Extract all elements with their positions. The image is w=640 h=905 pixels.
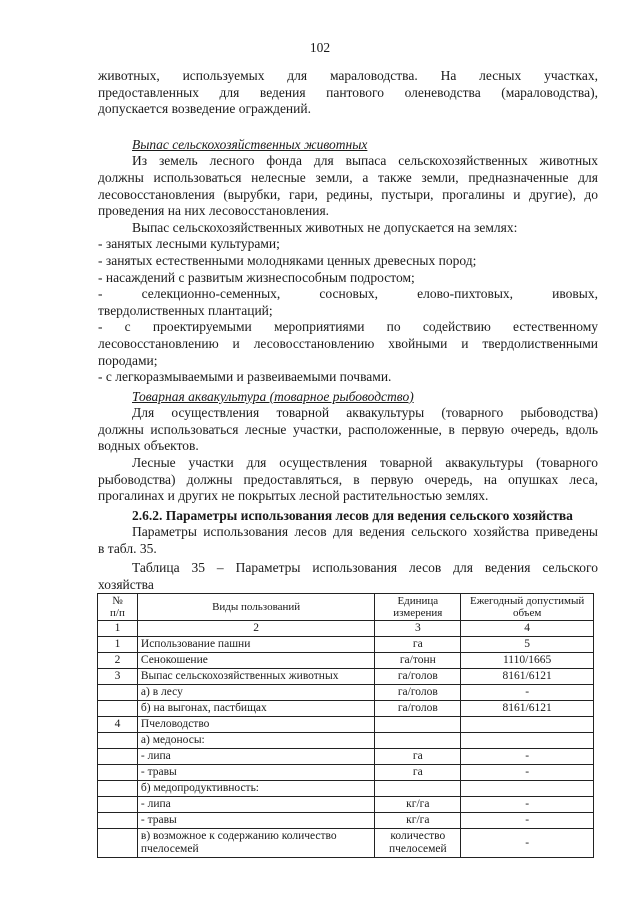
paragraph-line: Для осуществления товарной аквакультуры (товарного рыбоводства)	[132, 405, 598, 421]
cell-vol: -	[461, 797, 594, 813]
cell-unit: га/голов	[375, 685, 461, 701]
cell-vol	[461, 781, 594, 797]
cell-vol: 5	[461, 637, 594, 653]
list-item: - с проектируемыми мероприятиями по содействию естественному	[98, 319, 598, 335]
table-caption	[98, 560, 598, 593]
cell-vol	[461, 733, 594, 749]
cell-kind: а) в лесу	[137, 685, 374, 701]
table-column-numbers: 1 2 3 4	[98, 621, 594, 637]
list-item: - селекционно-семенных, сосновых, елово-пихтовых, ивовых,	[98, 286, 598, 302]
cell-num: 1	[98, 637, 138, 653]
table-row	[98, 637, 594, 653]
paragraph-line: рыбоводства) должны предоставляться, в первую очередь, на опушках леса,	[98, 471, 598, 487]
usage-parameters-table	[97, 593, 594, 858]
table-body	[98, 637, 594, 829]
cell-unit: кг/га	[375, 797, 461, 813]
cell-kind: а) медоносы:	[137, 733, 374, 749]
list-item: - насаждений с развитым жизнеспособным подростом;	[98, 269, 415, 285]
header-kind: Виды пользований	[137, 594, 374, 621]
cell-vol: -	[461, 685, 594, 701]
table-row	[98, 685, 594, 701]
table-row	[98, 749, 594, 765]
paragraph-line: в табл. 35.	[98, 541, 157, 557]
cell-vol: -	[461, 749, 594, 765]
list-item: лесовосстановлению и лесовосстановлению хвойными и твердолиственными	[98, 335, 598, 351]
list-item: - с легкоразмываемыми и развеиваемыми почвами.	[98, 369, 392, 385]
section-heading: 2.6.2. Параметры использования лесов для ведения сельского хозяйства	[132, 507, 573, 523]
cell-num	[98, 781, 138, 797]
cell-vol: -	[461, 765, 594, 781]
cell-kind: Использование пашни	[137, 637, 374, 653]
cell-kind: - липа	[137, 749, 374, 765]
cell-vol: 8161/6121	[461, 701, 594, 717]
cell-unit	[375, 717, 461, 733]
list-item: твердолиственных плантаций;	[98, 302, 273, 318]
paragraph-line: животных, используемых для мараловодства. На лесных участках,	[98, 68, 598, 83]
cell-unit: га/голов	[375, 701, 461, 717]
cell-num	[98, 813, 138, 829]
caption-line: Таблица 35 – Параметры использования лесов для ведения сельского	[132, 560, 598, 575]
cell-unit: кг/га	[375, 813, 461, 829]
cell-num	[98, 765, 138, 781]
body-text	[98, 68, 598, 558]
paragraph-line: проведения на них лесовосстановления.	[98, 203, 330, 219]
cell-unit: га/голов	[375, 669, 461, 685]
list-item: породами;	[98, 352, 158, 368]
cell-kind: Сенокошение	[137, 653, 374, 669]
cell-kind: б) на выгонах, пастбищах	[137, 701, 374, 717]
cell-num	[98, 749, 138, 765]
cell-num: 3	[98, 669, 138, 685]
table-row	[98, 765, 594, 781]
cell-kind: б) медопродуктивность:	[137, 781, 374, 797]
caption-line: хозяйства	[98, 576, 154, 592]
cell-unit: га	[375, 765, 461, 781]
cell-num	[98, 685, 138, 701]
table-row	[98, 717, 594, 733]
cell-unit: га/тонн	[375, 653, 461, 669]
paragraph-line: Лесные участки для осуществления товарной аквакультуры (товарного	[132, 455, 598, 471]
grazing-heading: Выпас сельскохозяйственных животных	[132, 136, 368, 152]
table-row	[98, 781, 594, 797]
page-number: 102	[309, 40, 331, 55]
table-row	[98, 733, 594, 749]
cell-unit: га	[375, 749, 461, 765]
cell-kind: - липа	[137, 797, 374, 813]
cell-num: 2	[98, 653, 138, 669]
table-row	[98, 797, 594, 813]
paragraph-line: допускается возведение ограждений.	[98, 101, 311, 117]
paragraph-line: прогалинах и других не покрытых лесной растительностью землях.	[98, 488, 489, 504]
paragraph-line: Из земель лесного фонда для выпаса сельскохозяйственных животных	[132, 153, 598, 169]
cell-kind: Пчеловодство	[137, 717, 374, 733]
table-header-row	[98, 594, 594, 621]
paragraph-line: предоставленных для ведения пантового оленеводства (мараловодства),	[98, 84, 598, 100]
paragraph-line: водных объектов.	[98, 438, 199, 454]
table-row: в) возможное к содержанию количество пчелосемей количество пчелосемей -	[98, 829, 594, 858]
list-item: - занятых естественными молодняками ценных древесных пород;	[98, 252, 477, 268]
cell-num: 4	[98, 717, 138, 733]
restriction-intro: Выпас сельскохозяйственных животных не допускается на землях:	[132, 219, 518, 235]
cell-unit: га	[375, 637, 461, 653]
aquaculture-heading: Товарная аквакультура (товарное рыбоводство)	[132, 388, 414, 404]
table-row	[98, 701, 594, 717]
header-unit: Единица измерения	[375, 594, 461, 621]
paragraph-line: Параметры использования лесов для ведения сельского хозяйства приведены	[132, 524, 598, 540]
paragraph-line: должны использоваться нелесные земли, а также земли, предназначенные для	[98, 169, 598, 185]
cell-num	[98, 733, 138, 749]
table-row	[98, 813, 594, 829]
paragraph-line: должны использоваться лесные участки, расположенные, в первую очередь, вдоль	[98, 421, 598, 437]
table-row	[98, 653, 594, 669]
cell-kind: - травы	[137, 813, 374, 829]
cell-kind: Выпас сельскохозяйственных животных	[137, 669, 374, 685]
cell-num	[98, 797, 138, 813]
cell-kind: - травы	[137, 765, 374, 781]
header-volume: Ежегодный допустимый объем	[461, 594, 594, 621]
table-row	[98, 669, 594, 685]
cell-unit	[375, 733, 461, 749]
cell-vol: 1110/1665	[461, 653, 594, 669]
header-num: № п/п	[98, 594, 138, 621]
cell-vol: -	[461, 813, 594, 829]
paragraph-line: лесовосстановления (вырубки, гари, редины, пустыри, прогалины и другие), до	[98, 186, 598, 202]
cell-unit	[375, 781, 461, 797]
cell-vol: 8161/6121	[461, 669, 594, 685]
cell-num	[98, 701, 138, 717]
list-item: - занятых лесными культурами;	[98, 236, 280, 252]
cell-vol	[461, 717, 594, 733]
